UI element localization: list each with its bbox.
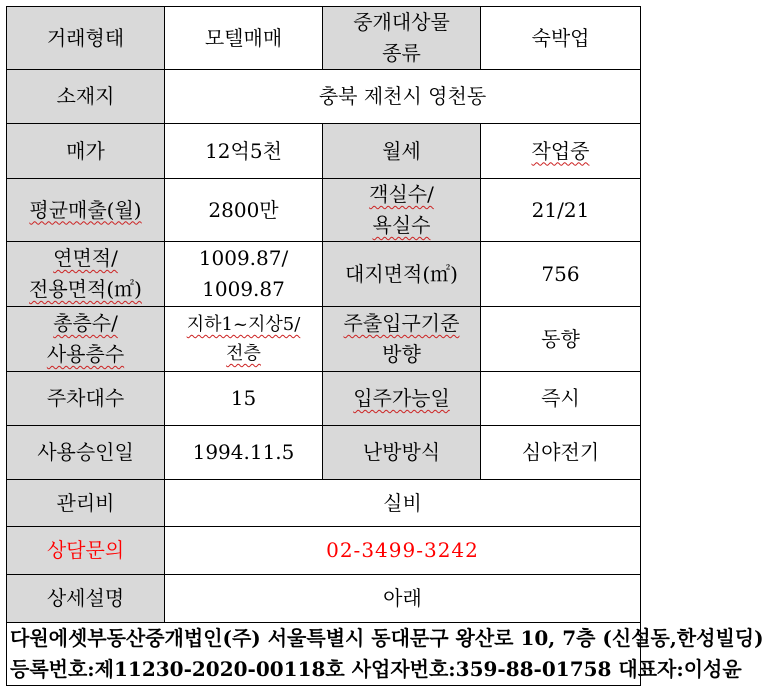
label-avg-monthly-sales-text: 평균매출(월) [29,197,142,222]
table-row [7,307,641,372]
value-sale-price: 12억5천 [165,124,323,179]
value-property-category: 숙박업 [481,7,641,70]
label-details: 상세설명 [7,575,165,623]
label-floor-area [7,242,165,307]
value-floor-area-line2: 1009.87 [202,277,285,301]
value-details: 아래 [165,575,641,623]
value-floors-line1: 지하1~지상5/ [186,314,301,335]
label-heating: 난방방식 [323,426,481,480]
label-floors [7,307,165,372]
label-location: 소재지 [7,70,165,124]
table-row [7,480,641,527]
value-floors [165,307,323,372]
label-move-in-date-text: 입주가능일 [353,386,450,410]
label-parking: 주차대수 [7,372,165,426]
value-location: 충북 제천시 영천동 [165,70,641,124]
table-row [7,124,641,179]
value-entrance-direction: 동향 [481,307,641,372]
label-entrance-direction-line2: 방향 [382,342,421,366]
label-floors-line1: 총층수/ [53,311,118,335]
table-row [7,575,641,623]
label-floor-area-line2: 전용면적(㎡) [29,277,142,301]
agency-footer [7,623,764,686]
value-avg-monthly-sales: 2800만 [165,179,323,242]
value-monthly-rent [481,124,641,179]
value-parking: 15 [165,372,323,426]
label-floor-area-line1: 연면적/ [53,246,118,270]
value-rooms-baths: 21/21 [481,179,641,242]
label-land-area: 대지면적(㎡) [323,242,481,307]
label-rooms-baths [323,179,481,242]
table-row [7,623,641,686]
value-floor-area [165,242,323,307]
label-property-category [323,7,481,70]
label-transaction-type: 거래형태 [7,7,165,70]
table-row [7,7,641,70]
label-management-fee: 관리비 [7,480,165,527]
label-property-category-line2: 종류 [382,41,421,65]
value-management-fee: 실비 [165,480,641,527]
registration-info-line: 등록번호:제11230-2020-00118호 사업자번호:359-88-01758 대표자:이성윤 [10,657,742,681]
label-move-in-date [323,372,481,426]
value-transaction-type: 모텔매매 [165,7,323,70]
value-heating: 심야전기 [481,426,641,480]
value-inquiry-phone: 02-3499-3242 [165,527,641,575]
table-row [7,70,641,124]
value-floor-area-line1: 1009.87/ [198,246,289,270]
label-property-category-line1: 중개대상물 [353,10,450,34]
value-land-area: 756 [481,242,641,307]
table-row [7,179,641,242]
table-row [7,242,641,307]
label-monthly-rent: 월세 [323,124,481,179]
label-inquiry: 상담문의 [7,527,165,575]
value-move-in-date: 즉시 [481,372,641,426]
value-approval-date: 1994.11.5 [165,426,323,480]
value-monthly-rent-text: 작업중 [531,138,590,163]
agency-info-line: 다원에셋부동산중개법인(주) 서울특별시 동대문구 왕산로 10, 7층 (신설동,한성빌딩) [10,626,764,650]
label-entrance-direction [323,307,481,372]
table-row [7,372,641,426]
label-floors-line2: 사용층수 [46,342,125,366]
label-approval-date: 사용승인일 [7,426,165,480]
value-floors-line2: 전층 [226,343,261,364]
label-rooms-baths-line2: 욕실수 [372,213,431,237]
label-entrance-direction-line1: 주출입구기준 [343,311,460,335]
label-sale-price: 매가 [7,124,165,179]
table-row [7,527,641,575]
label-rooms-baths-line1: 객실수/ [369,182,434,206]
property-listing-table [6,6,764,686]
label-avg-monthly-sales [7,179,165,242]
table-row [7,426,641,480]
